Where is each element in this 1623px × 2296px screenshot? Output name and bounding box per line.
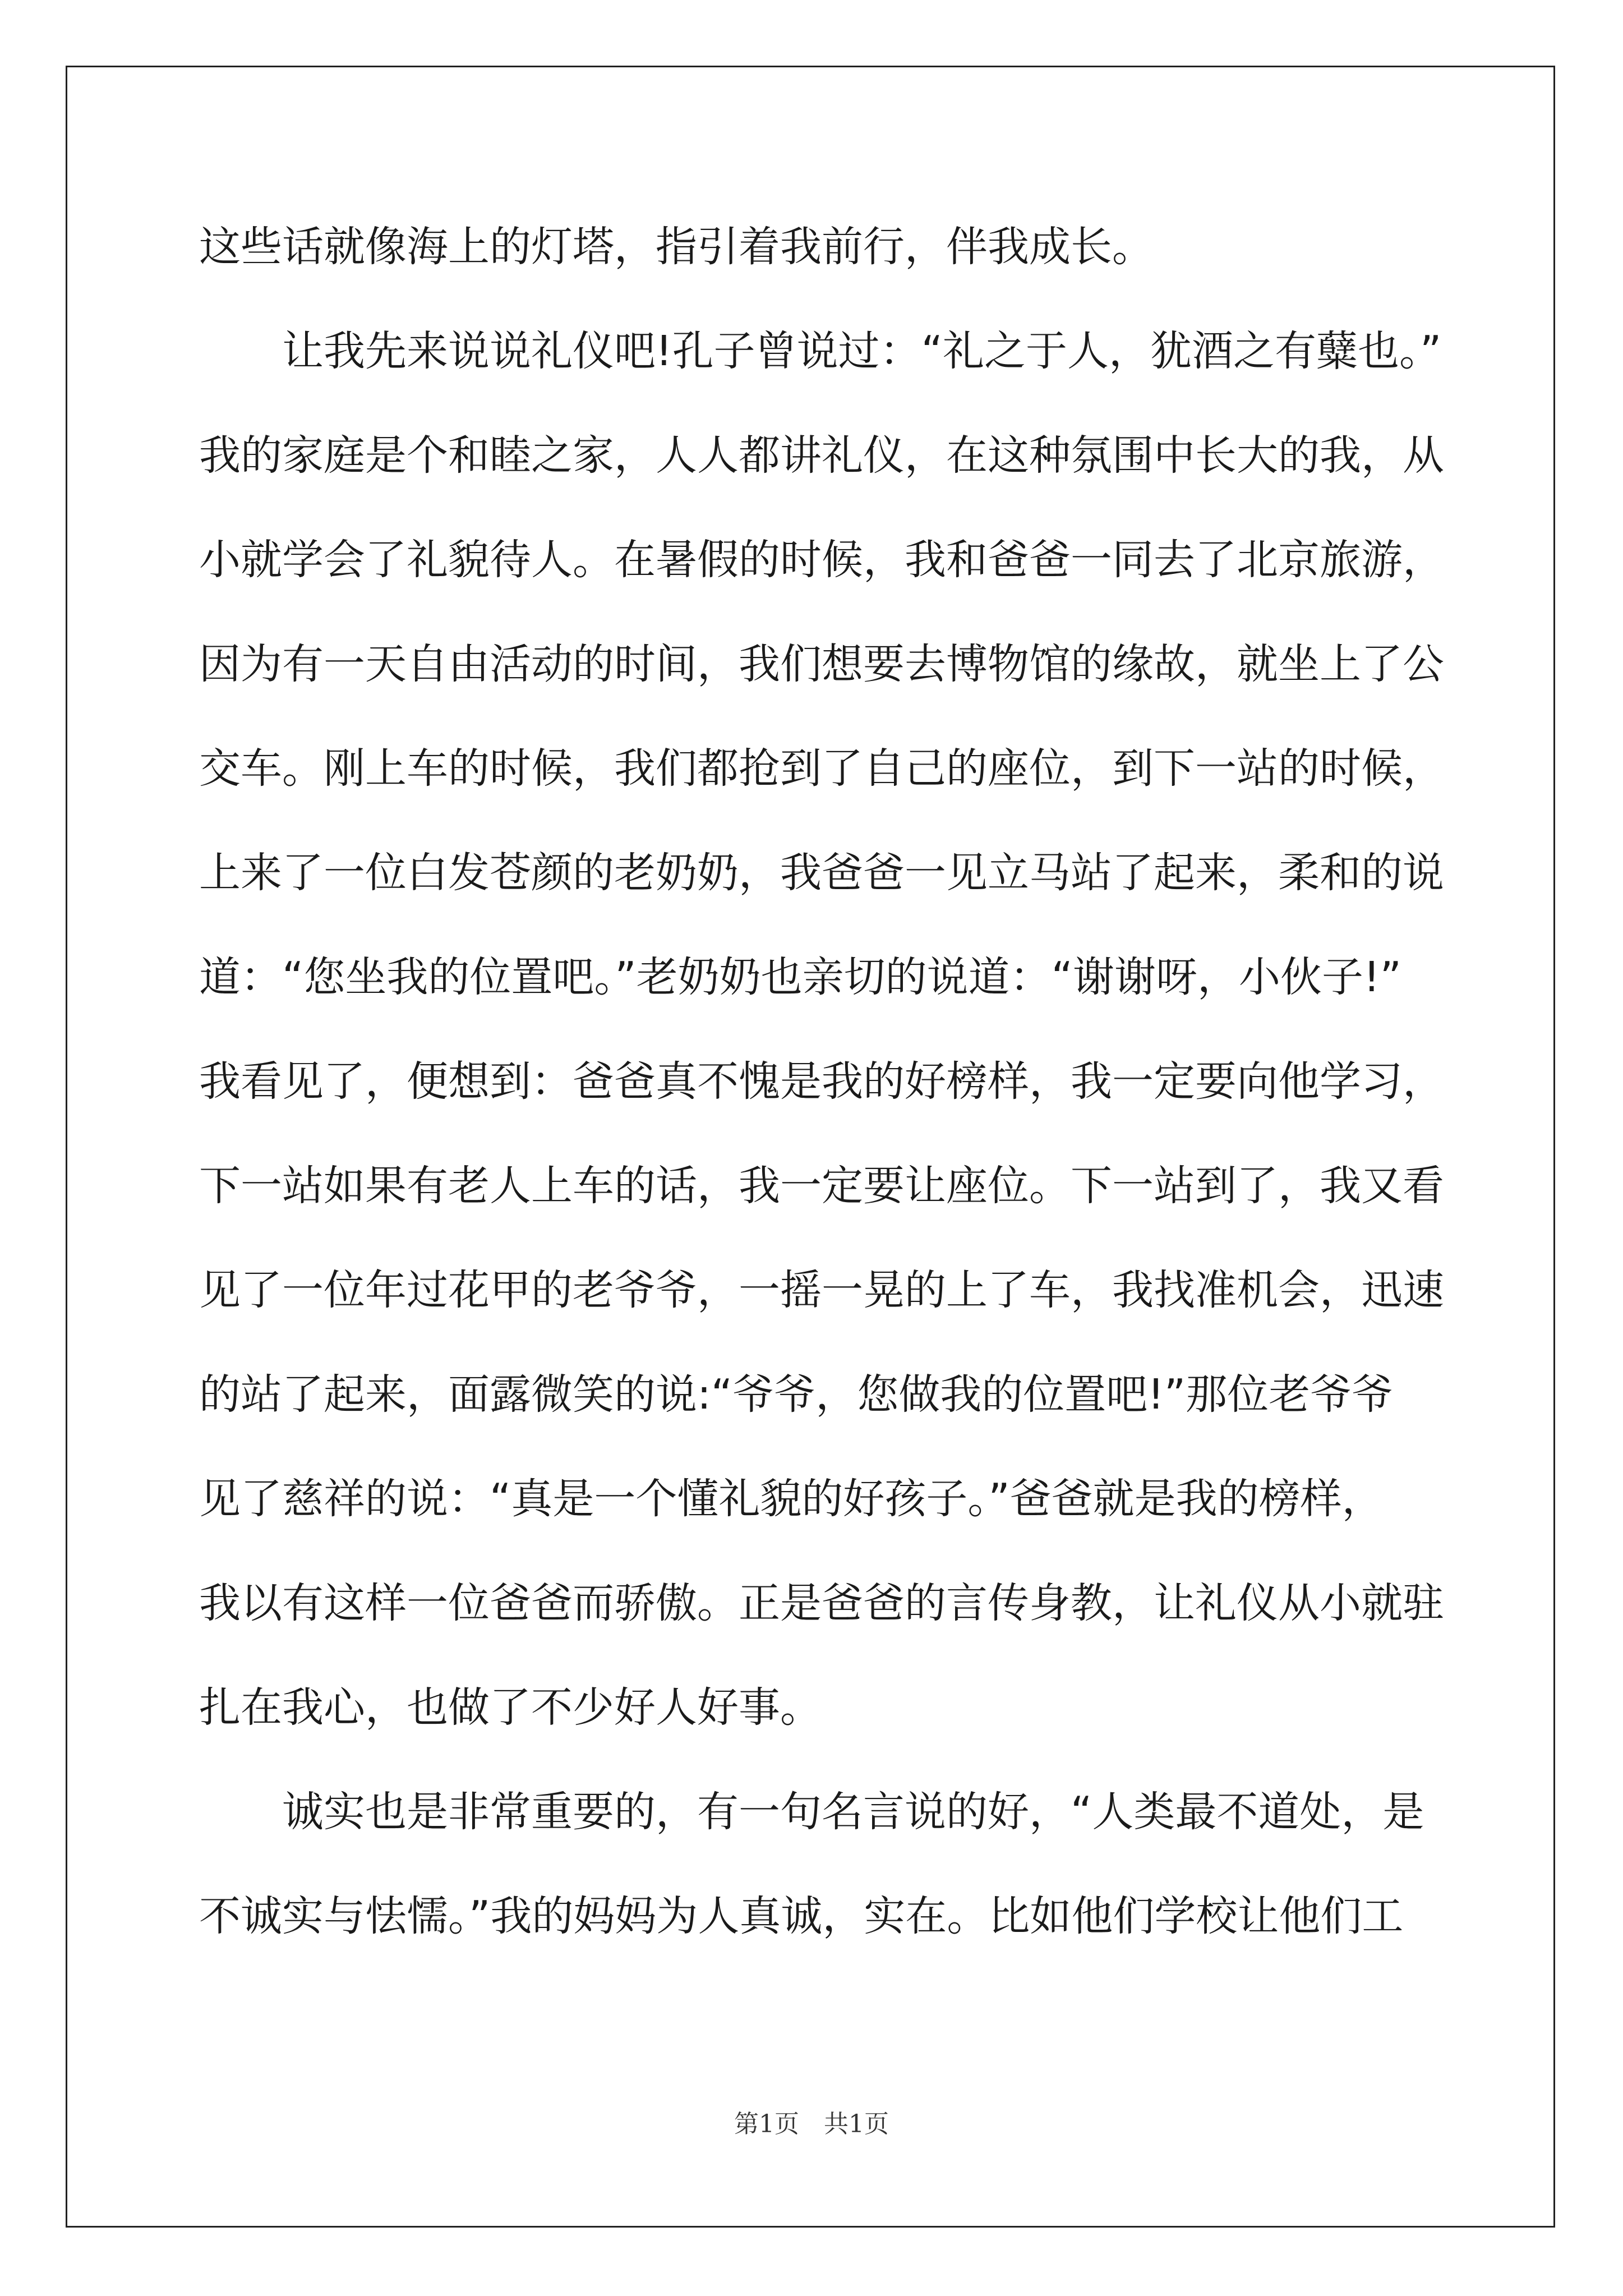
text-line: 的站了起来，面露微笑的说:“爷爷，您做我的位置吧!”那位老爷爷 <box>199 1370 1394 1419</box>
text-line: 诚实也是非常重要的，有一句名言说的好，“人类最不道处，是 <box>199 1788 1424 1836</box>
text-line: 不诚实与怯懦。”我的妈妈为人真诚，实在。比如他们学校让他们工 <box>199 1892 1404 1940</box>
text-line: 小就学会了礼貌待人。在暑假的时候，我和爸爸一同去了北京旅游， <box>199 536 1444 584</box>
text-line: 我以有这样一位爸爸而骄傲。正是爸爸的言传身教，让礼仪从小就驻 <box>199 1579 1444 1627</box>
text-line: 上来了一位白发苍颜的老奶奶，我爸爸一见立马站了起来，柔和的说 <box>199 849 1444 897</box>
text-line: 道：“您坐我的位置吧。”老奶奶也亲切的说道：“谢谢呀，小伙子!” <box>199 953 1402 1001</box>
page-number-footer: 第1页 共1页 <box>734 2110 889 2138</box>
text-line: 因为有一天自由活动的时间，我们想要去博物馆的缘故，就坐上了公 <box>199 640 1444 688</box>
text-line: 我看见了，便想到：爸爸真不愧是我的好榜样，我一定要向他学习， <box>199 1057 1444 1106</box>
text-line: 交车。刚上车的时候，我们都抢到了自己的座位，到下一站的时候， <box>199 744 1444 793</box>
text-line: 见了慈祥的说：“真是一个懂礼貌的好孩子。”爸爸就是我的榜样， <box>199 1475 1384 1523</box>
text-line: 让我先来说说礼仪吧!孔子曾说过：“礼之于人，犹酒之有糵也。” <box>199 327 1442 375</box>
text-line: 下一站如果有老人上车的话，我一定要让座位。下一站到了，我又看 <box>199 1162 1444 1210</box>
text-line: 这些话就像海上的灯塔，指引着我前行，伴我成长。 <box>199 223 1154 271</box>
text-line: 扎在我心，也做了不少好人好事。 <box>199 1683 822 1732</box>
text-line: 见了一位年过花甲的老爷爷，一摇一晃的上了车，我找准机会，迅速 <box>199 1266 1444 1314</box>
text-line: 我的家庭是个和睦之家，人人都讲礼仪，在这种氛围中长大的我，从 <box>199 431 1444 480</box>
